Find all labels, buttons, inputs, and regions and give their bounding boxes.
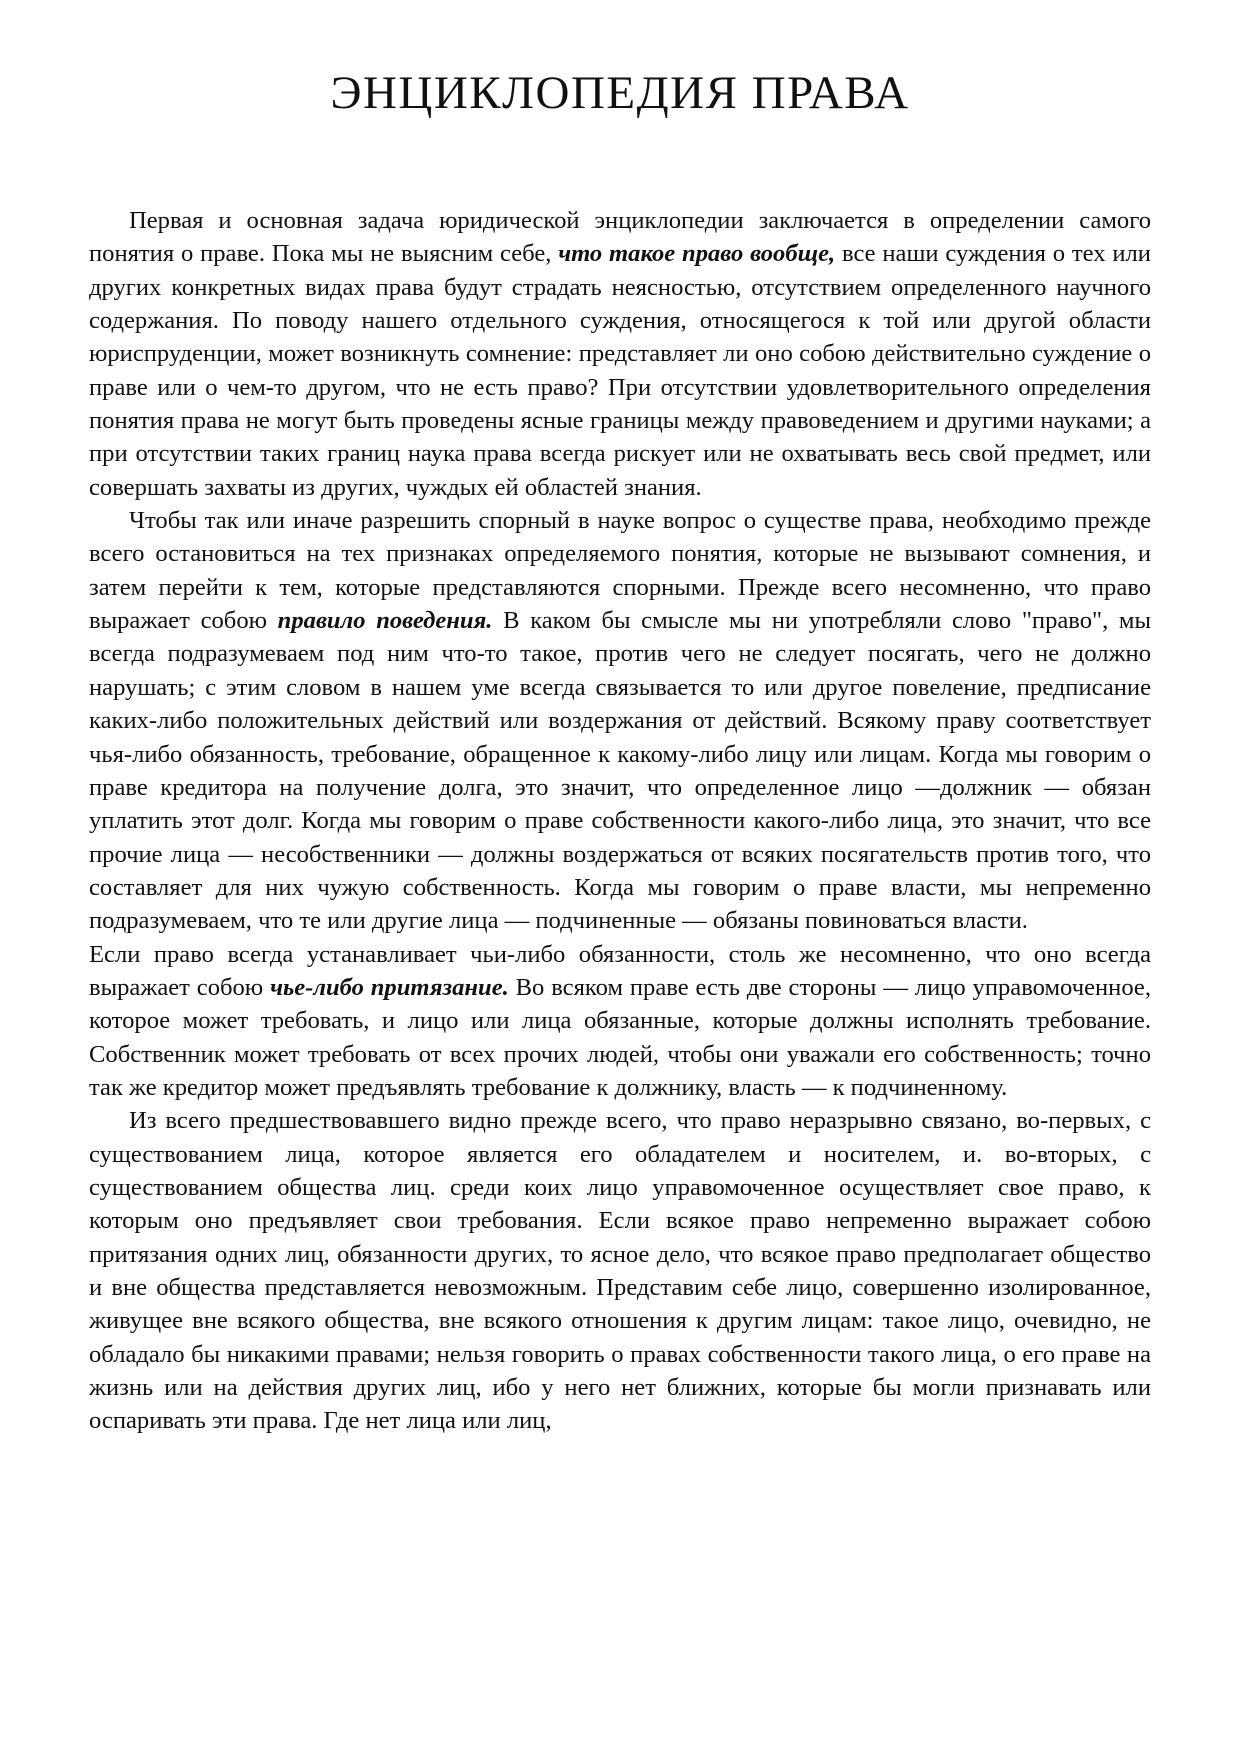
paragraph-1 bbox=[89, 204, 1151, 504]
paragraph-3 bbox=[89, 938, 1151, 1105]
paragraph-2-text-1: Чтобы так или иначе разрешить спорный в науке вопрос о существе права, необходимо прежде всего остановиться на тех признаках определяемого понятия, которые не вызывают сомнения, и затем перейти к тем, которые представляются спорными. Прежде всего несомненно, что право выражает собою bbox=[89, 507, 1151, 635]
paragraph-4-text-1: Из всего предшествовавшего видно прежде всего, что право неразрывно связано, во-первых, с существованием лица, которое является его обладателем и носителем, и. во-вторых, с существованием общества лиц. среди коих лицо управомоченное осуществляет свое право, к которым оно предъявляет свои требования. Если всякое право непременно выражает собою притязания одних лиц, обязанности других, то ясное дело, что всякое право предполагает общество и вне общества представляется невозможным. Представим себе лицо, совершенно изолированное, живущее вне всякого общества, вне всякого отношения к другим лицам: такое лицо, очевидно, не обладало бы никакими правами; нельзя говорить о правах собственности такого лица, о его праве на жизнь или на действия других лиц, ибо у него нет ближних, которые бы могли признавать или оспаривать эти права. Где нет лица или лиц, bbox=[89, 1107, 1151, 1435]
emphasis-rule-of-conduct: правило поведения. bbox=[277, 607, 493, 635]
document-body bbox=[89, 204, 1151, 1438]
paragraph-4 bbox=[89, 1104, 1151, 1437]
paragraph-2-text-2: В каком бы смысле мы ни употребляли слово "право", мы всегда подразумеваем под ним что-то такое, против чего не следует посягать, чего не должно нарушать; с этим словом в нашем уме всегда связывается то или другое повеление, предписание каких-либо положительных действий или воздержания от действий. Всякому праву соответствует чья-либо обязанность, требование, обращенное к какому-либо лицу или лицам. Когда мы говорим о праве кредитора на получение долга, это значит, что определенное лицо —должник — обязан уплатить этот долг. Когда мы говорим о праве собственности какого-либо лица, это значит, что все прочие лица — несобственники — должны воздержаться от всяких посягательств против того, что составляет для них чужую собственность. Когда мы говорим о праве власти, мы непременно подразумеваем, что те или другие лица — подчиненные — обязаны повиноваться власти. bbox=[89, 607, 1151, 935]
emphasis-what-is-law: что такое право вообще, bbox=[558, 240, 836, 268]
paragraph-1-text-2: все наши суждения о тех или других конкретных видах права будут страдать неясностью, отсутствием определенного научного содержания. По поводу нашего отдельного суждения, относящегося к той или другой области юриспруденции, может возникнуть сомнение: представляет ли оно собою действительно суждение о праве или о чем-то другом, что не есть право? При отсутствии удовлетворительного определения понятия права не могут быть проведены ясные границы между правоведением и другими науками; а при отсутствии таких границ наука права всегда рискует или не охватывать весь свой предмет, или совершать захваты из других, чуждых ей областей знания. bbox=[89, 240, 1151, 501]
document-page bbox=[89, 0, 1151, 1438]
paragraph-2 bbox=[89, 504, 1151, 937]
emphasis-someones-claim: чье-либо притязание. bbox=[270, 973, 509, 1001]
paragraph-3-text-1: Если право всегда устанавливает чьи-либо обязанности, столь же несомненно, что оно всегда выражает собою bbox=[89, 940, 1151, 1001]
paragraph-3-text-2: Во всяком праве есть две стороны — лицо управомоченное, которое может требовать, и лицо или лица обязанные, которые должны исполнять требование. Собственник может требовать от всех прочих людей, чтобы они уважали его собственность; точно так же кредитор может предъявлять требование к должнику, власть — к подчиненному. bbox=[89, 973, 1151, 1101]
paragraph-1-text-1: Первая и основная задача юридической энциклопедии заключается в определении самого понятия о праве. Пока мы не выясним себе, bbox=[89, 207, 1151, 268]
document-title: ЭНЦИКЛОПЕДИЯ ПРАВА bbox=[330, 67, 910, 119]
